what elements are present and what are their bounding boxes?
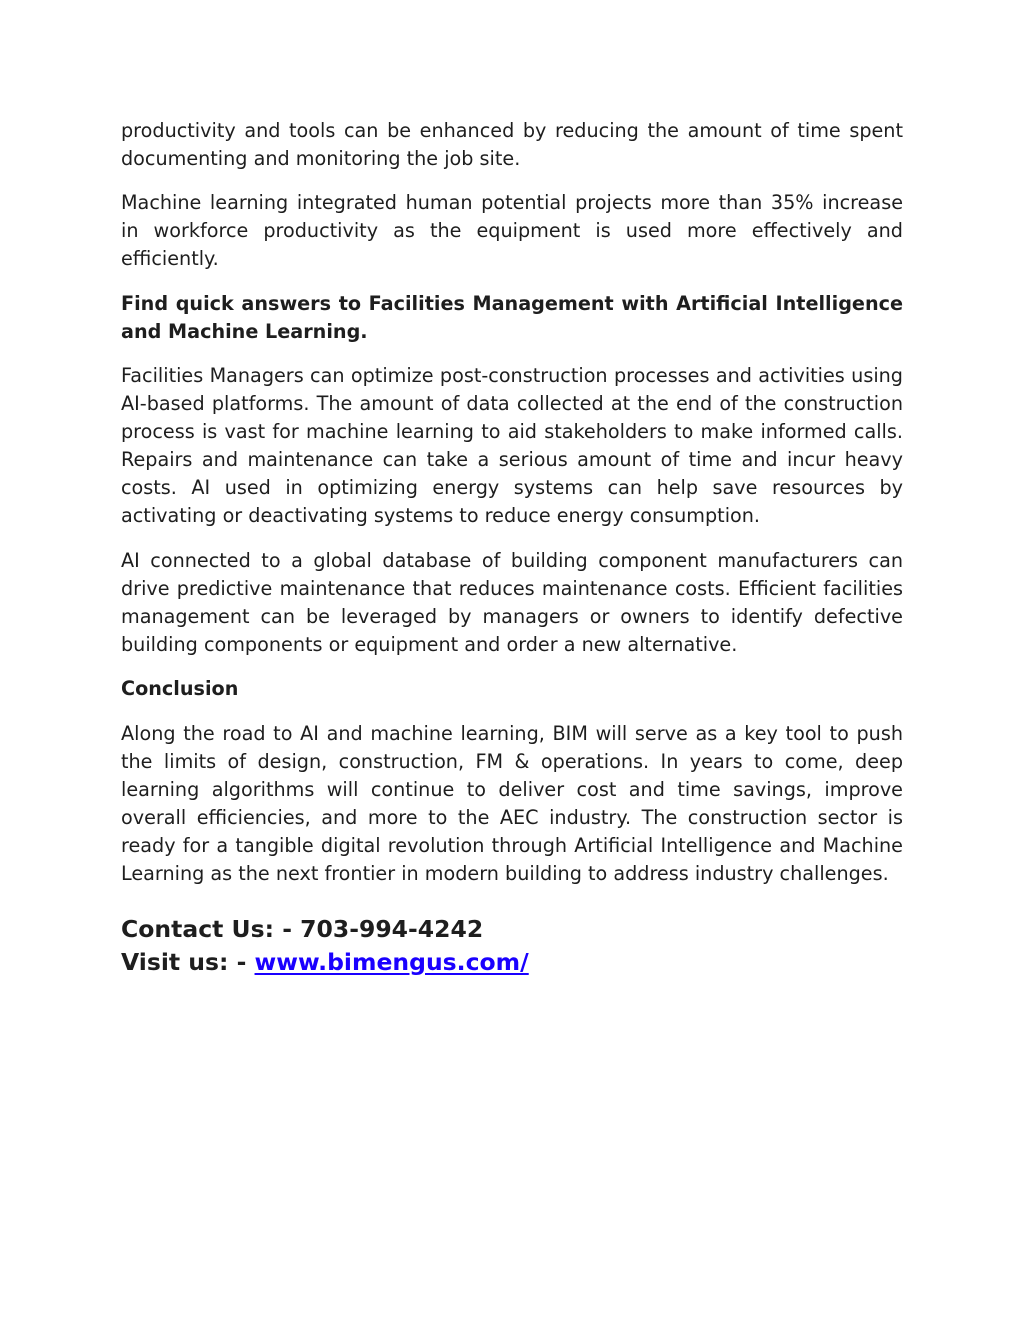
contact-label: Contact Us: - xyxy=(121,914,301,943)
section-heading-facilities: Find quick answers to Facilities Management with Artificial Intelligence and Machine Learning. xyxy=(121,291,903,343)
contact-block xyxy=(121,913,903,979)
paragraph-ai-database: AI connected to a global database of building component manufacturers can drive predictive maintenance that reduces maintenance costs. Efficient facilities management can be leveraged by managers or owners to identify defective building components or equipment and order a new alternative. xyxy=(121,548,903,656)
section-heading-conclusion: Conclusion xyxy=(121,677,239,700)
paragraph-facilities-managers: Facilities Managers can optimize post-construction processes and activities using AI-based platforms. The amount of data collected at the end of the construction process is vast for machine learning to aid stakeholders to make informed calls. Repairs and maintenance can take a serious amount of time and incur heavy costs. AI used in optimizing energy systems can help save resources by activating or deactivating systems to reduce energy consumption. xyxy=(121,364,903,527)
visit-label: Visit us: - xyxy=(121,947,255,976)
paragraph-conclusion: Along the road to AI and machine learning, BIM will serve as a key tool to push the limits of design, construction, FM & operations. In years to come, deep learning algorithms will continue to deliver cost and time savings, improve overall efficiencies, and more to the AEC industry. The construction sector is ready for a tangible digital revolution through Artificial Intelligence and Machine Learning as the next frontier in modern building to address industry challenges. xyxy=(121,721,903,885)
visit-line xyxy=(121,946,903,979)
contact-phone: 703-994-4242 xyxy=(300,914,484,943)
website-link[interactable]: www.bimengus.com/ xyxy=(254,947,529,976)
document-page xyxy=(121,117,903,979)
contact-line xyxy=(121,913,903,946)
paragraph-machine-learning: Machine learning integrated human potential projects more than 35% increase in workforce productivity as the equipment is used more effectively and efficiently. xyxy=(121,191,903,270)
paragraph-productivity: productivity and tools can be enhanced by reducing the amount of time spent documenting and monitoring the job site. xyxy=(121,119,903,170)
